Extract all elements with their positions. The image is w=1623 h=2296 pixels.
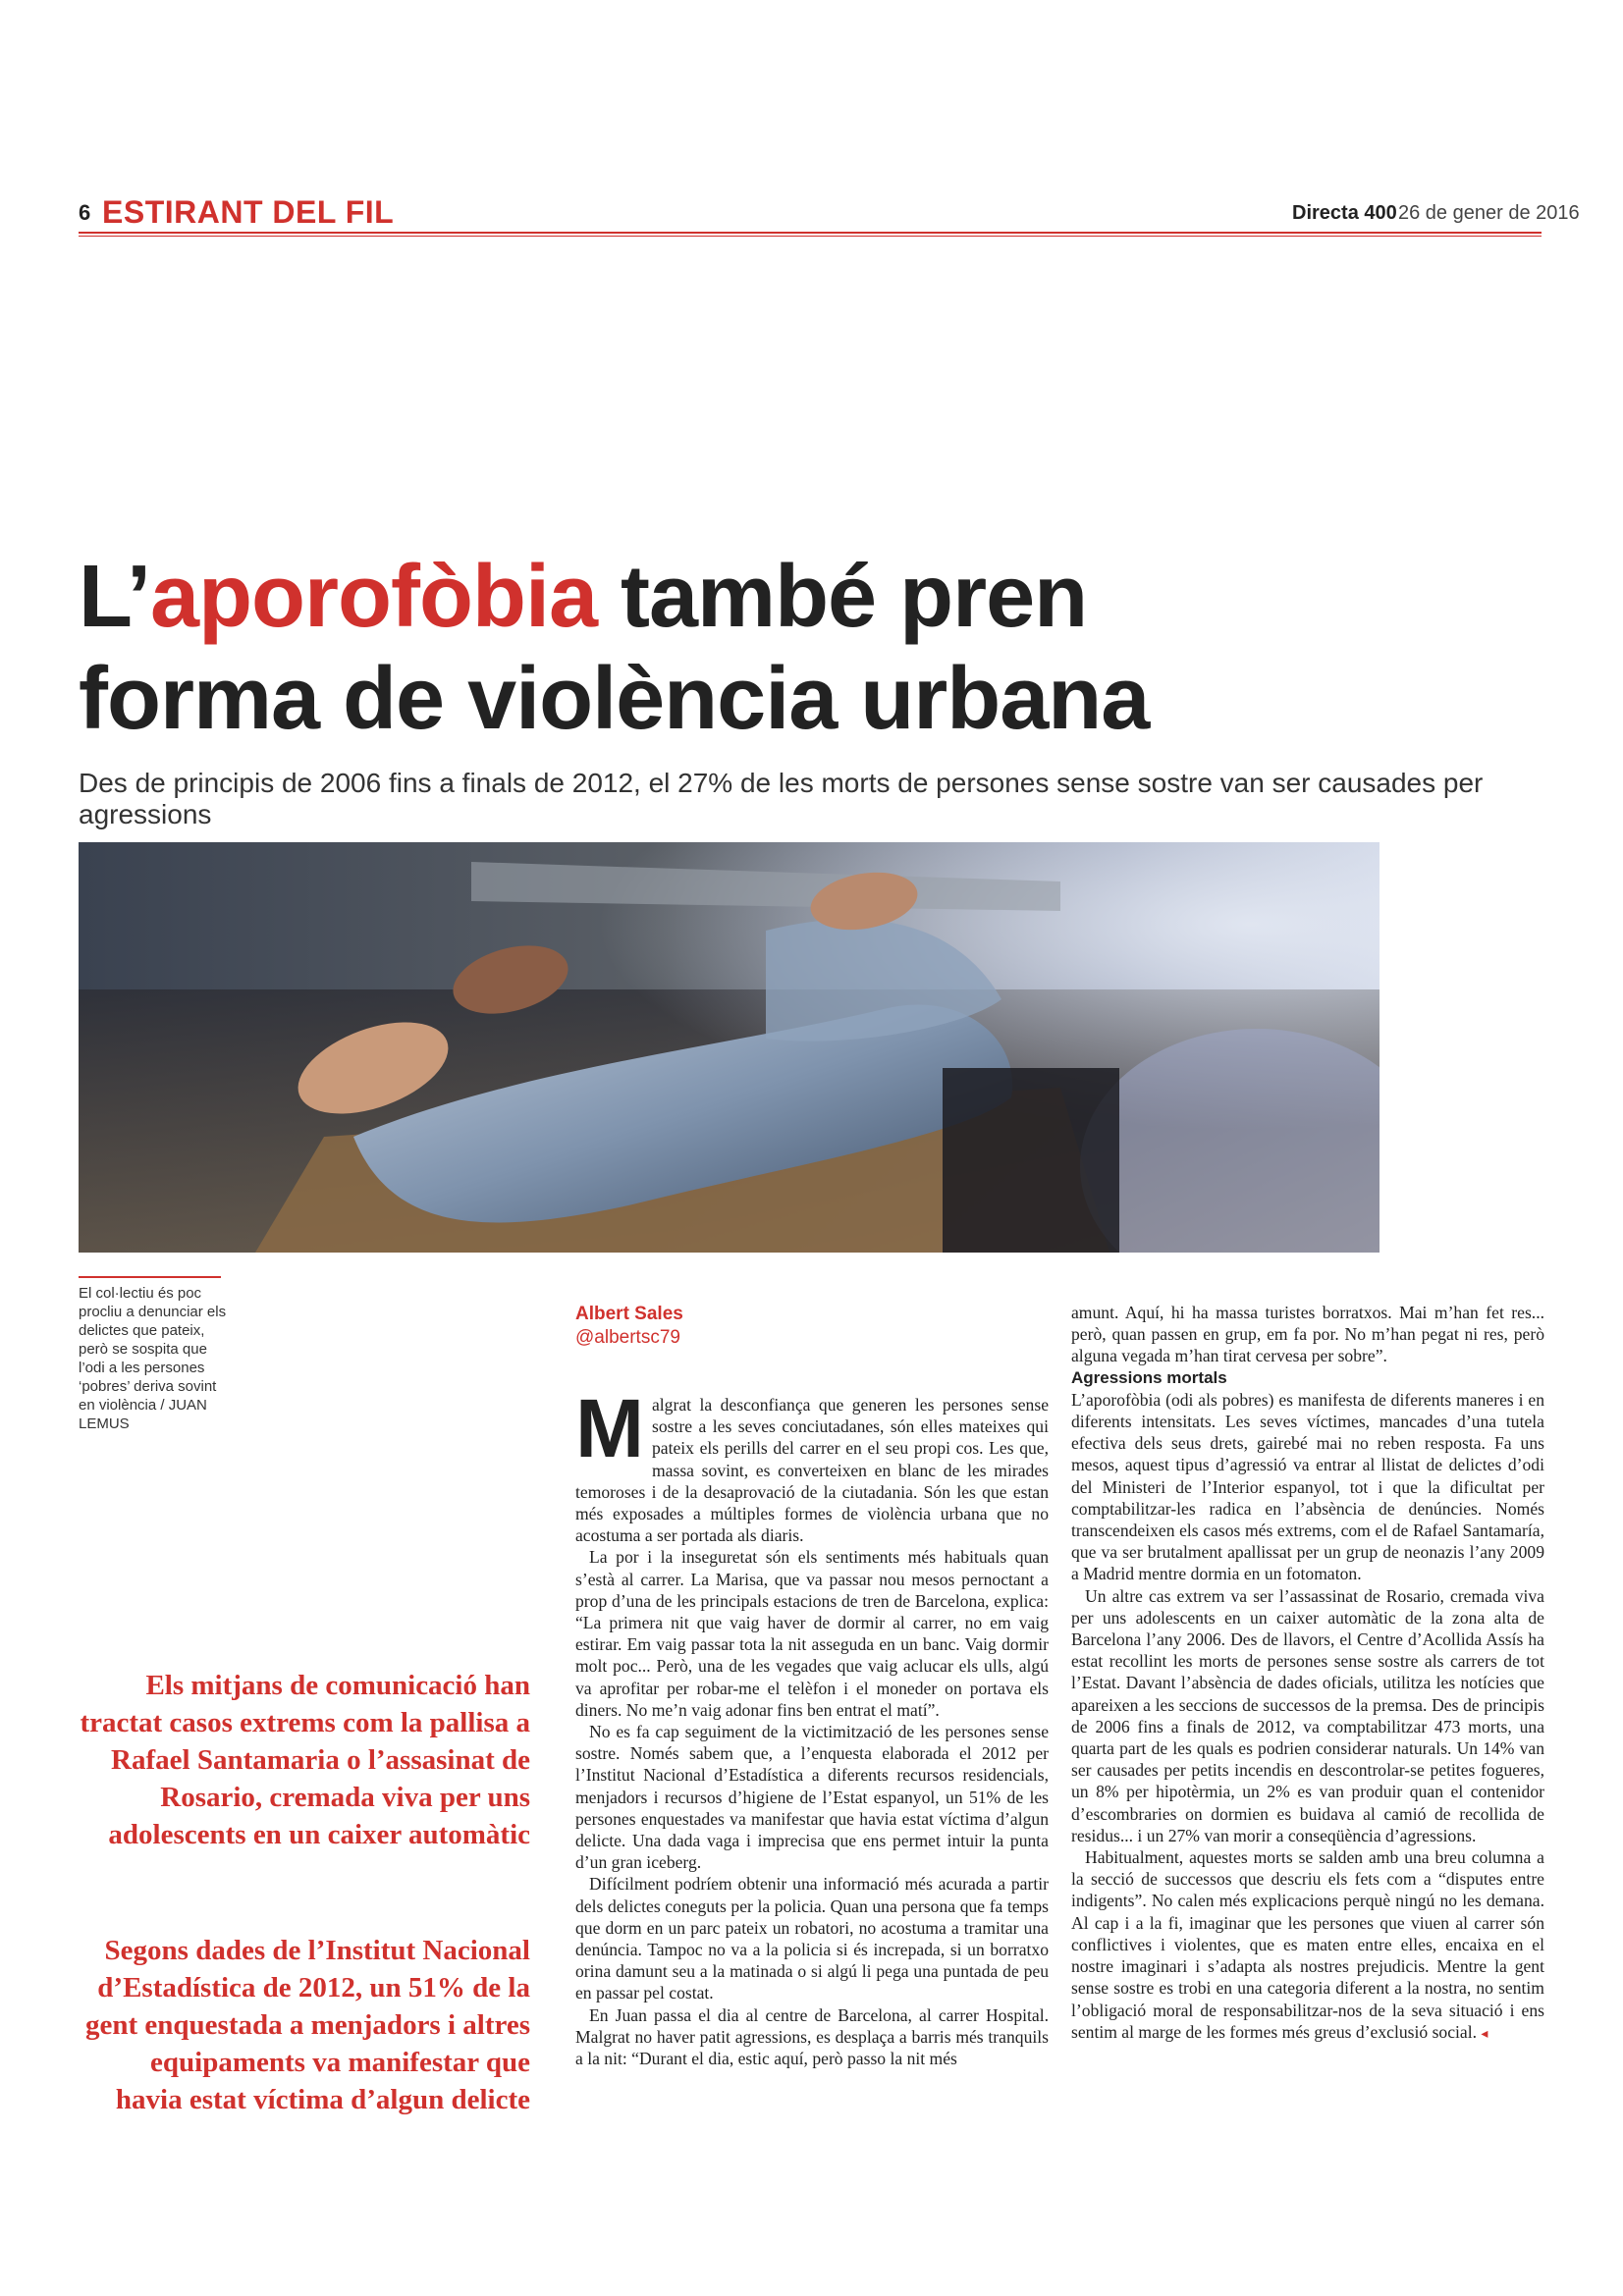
section-subhead: Agressions mortals <box>1071 1367 1227 1387</box>
article-column-2 <box>1071 1302 1544 2044</box>
pull-quote-1: Els mitjans de comunicació han tractat casos extrems com la pallisa a Rafael Santamaria o l’assasinat de Rosario, cremada viva per uns adolescents en un caixer automàtic <box>80 1670 530 1850</box>
article-paragraph: En Juan passa el dia al centre de Barcelona, al carrer Hospital. Malgrat no haver patit agressions, es desplaça a barris més tranquils a la nit: “Durant el dia, estic aquí, però passo la nit més <box>575 2004 1049 2069</box>
author-handle[interactable]: @albertsc79 <box>575 1327 680 1348</box>
section-title: ESTIRANT DEL FIL <box>102 194 395 230</box>
drop-cap: M <box>575 1382 644 1474</box>
pull-quote-2: Segons dades de l’Institut Nacional d’Estadística de 2012, un 51% de la gent enquestada a menjadors i altres equipaments va manifestar que havia estat víctima d’algun delicte <box>85 1935 530 2115</box>
article-paragraph: Habitualment, aquestes morts se salden amb una breu columna a la secció de successos que descriu els fets com a “disputes entre indigents”. No calen més explicacions perquè ningú no les demana. Al cap i a la fi, imaginar que les persones que viuen al carrer són conflictives i violentes, que es maten entre elles, encaixa en el nostre imaginari i s’adapta als nostres prejudicis. Mentre la gent sense sostre es trobi en una categoria diferent a la nostra, no sentim l’obligació moral de responsabilitzar-nos de la seva situació i ens sentim al marge de les formes més greus d’exclusió social. ◂ <box>1071 1847 1544 2042</box>
article-paragraph: Difícilment podríem obtenir una informació més acurada a partir dels delictes coneguts per la policia. Quan una persona que fa temps que dorm en un parc pateix un robatori, no acostuma a tramitar una denúncia. Tampoc no va a la policia si és increpada, si un borratxo orina damunt seu a la matinada o si algú li pega una puntada de peu en passar pel costat. <box>575 1874 1049 2003</box>
author-name: Albert Sales <box>575 1304 683 1324</box>
article-photo <box>79 842 1380 1253</box>
headline-prefix: L’ <box>79 548 151 646</box>
article-paragraph: L’aporofòbia (odi als pobres) es manifesta de diferents maneres i en diferents intensitats. Les seves víctimes, mancades d’una tutela efectiva dels seus drets, gairebé mai no reben resposta. Fa uns mesos, aquest tipus d’agressió va entrar al llistat de delictes d’odi del Ministeri de l’Interior espanyol, tot i que la dificultat per comptabilitzar-les radica en l’absència de denúncies. Només transcendeixen els casos més extrems, com el de Rafael Santamaría, que va ser brutalment apallissat per un grup de neonazis l’any 2009 a Madrid mentre dormia en un fotomaton. <box>1071 1389 1544 1584</box>
header-rule-thin <box>79 236 1542 237</box>
subtitle: Des de principis de 2006 fins a finals de 2012, el 27% de les morts de persones sense sostre van ser causades per agressions <box>79 768 1484 829</box>
caption-rule <box>79 1276 221 1278</box>
article-paragraph: amunt. Aquí, hi ha massa turistes borratxos. Mai m’han fet res... però, quan passen en grup, em fa por. No m’han pegat ni res, però alguna vegada m’han tirat cervesa per sobre”. <box>1071 1303 1544 1366</box>
photo-caption: El col·lectiu és poc procliu a denunciar els delictes que pateix, però se sospita que l’odi a les persones ‘pobres’ deriva sovint en violència / JUAN LEMUS <box>79 1285 227 1432</box>
article-paragraph: No es fa cap seguiment de la victimització de les persones sense sostre. Només sabem que, a l’enquesta elaborada el 2012 per l’Institut Nacional d’Estadística a diferents recursos residencials, menjadors i recursos d’higiene de l’Estat espanyol, un 51% de les persones enquestades va manifestar que havia estat víctima d’algun delicte. Una dada vaga i imprecisa que ens permet intuir la punta d’un gran iceberg. <box>575 1722 1049 1873</box>
article-column-1 <box>575 1382 1049 2069</box>
headline-line2: forma de violència urbana <box>79 650 1150 748</box>
article-paragraph: Un altre cas extrem va ser l’assassinat de Rosario, cremada viva per uns adolescents en un caixer automàtic de la zona alta de Barcelona l’any 2006. Des de llavors, el Centre d’Acollida Assís ha estat recollint les morts de persones sense sostre als carrers de tot l’Estat. Davant l’absència de dades oficials, utilitza les notícies que apareixen a les seccions de successos de la premsa. Des de principis de 2006 fins a finals de 2012, va comptabilitzar 473 morts, una quarta part de les quals es podrien considerar naturals. Un 14% van ser causades per petits incendis en descontrolar-se petites fogueres, un 8% per hipotèrmia, un 2% es van produir quan el contenidor d’escombraries on dormien es buidava al camió de recollida de residus... i un 27% van morir a conseqüència d’agressions. <box>1071 1585 1544 1845</box>
headline-line1-rest: també pren <box>597 548 1088 646</box>
headline-highlight: aporofòbia <box>150 548 598 646</box>
end-mark-icon: ◂ <box>1481 2024 1488 2041</box>
headline <box>79 546 1532 750</box>
page-number: 6 <box>79 200 91 225</box>
article-paragraph: Malgrat la desconfiança que generen les persones sense sostre a les seves conciutadanes, són elles mateixes qui pateix els perills del carrer en el seu propi cos. Les que, massa sovint, es converteixen en blanc de les mirades temoroses i de la desaprovació de la ciutadania. Són les que estan més exposades a múltiples formes de violència urbana que no acostuma a ser portada als diaris. <box>575 1382 1049 1546</box>
publication-date: 26 de gener de 2016 <box>1398 202 1580 224</box>
header-rule <box>79 232 1542 234</box>
article-paragraph: La por i la inseguretat són els sentiments més habituals quan s’està al carrer. La Marisa, que va passar nou mesos pernoctant a prop d’una de les principals estacions de tren de Barcelona, explica: “La primera nit que vaig haver de dormir al carrer, no em vaig estirar. Em vaig passar tota la nit asseguda en un banc. Vaig dormir molt poc... Però, una de les vegades que vaig aclucar els ulls, algú va aprofitar per robar-me el telèfon i el moneder on portava els diners. No me’n vaig adonar fins ben entrat el matí”. <box>575 1547 1049 1720</box>
publication-name: Directa 400 <box>1292 202 1397 224</box>
